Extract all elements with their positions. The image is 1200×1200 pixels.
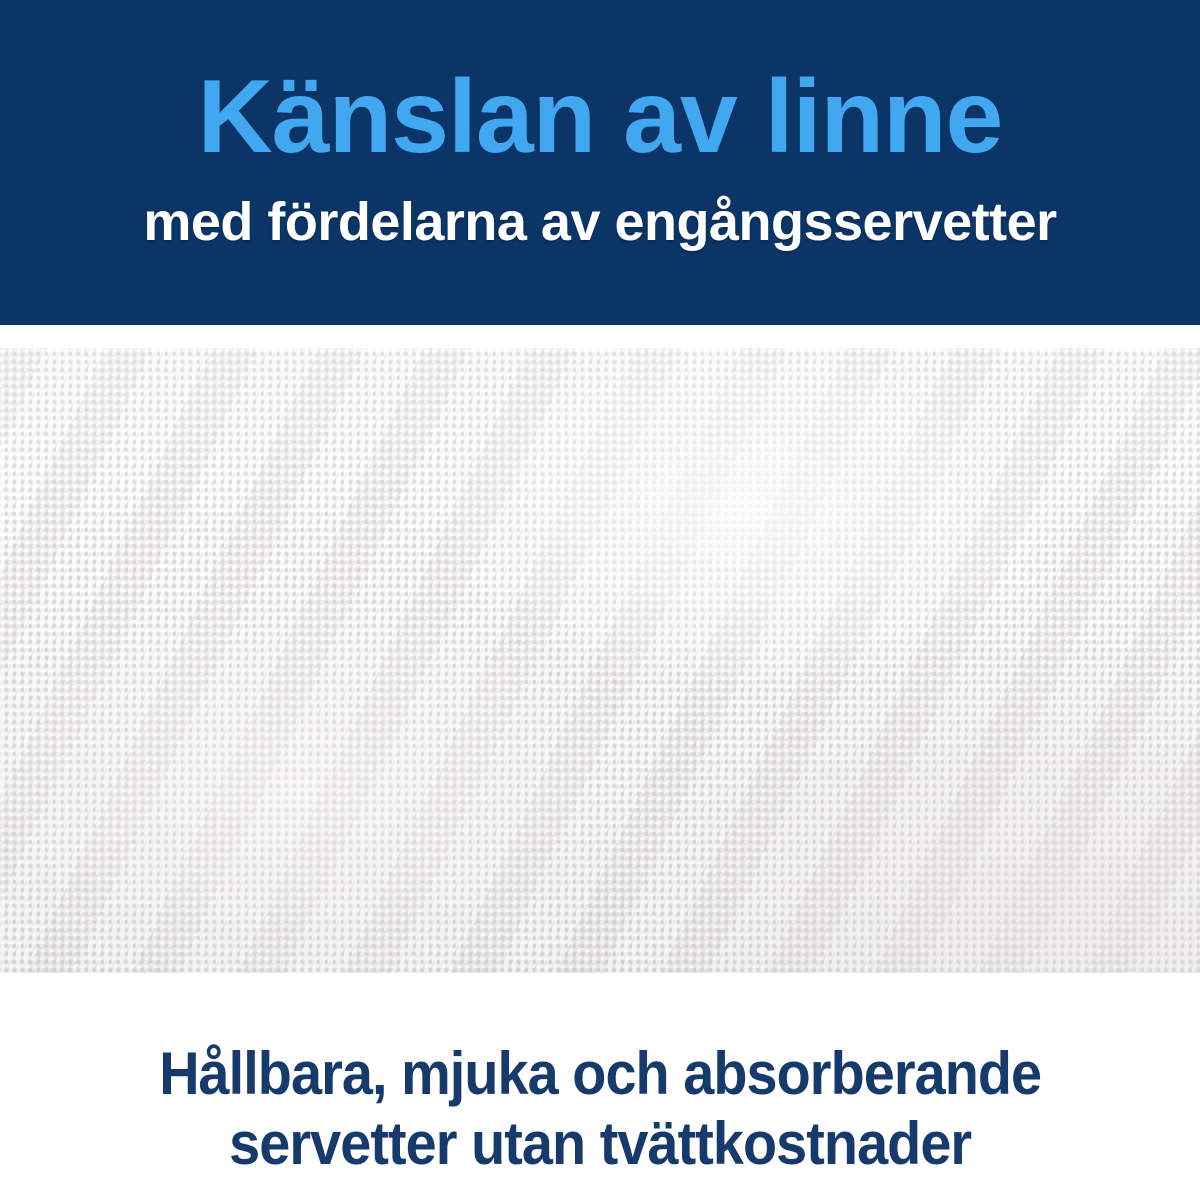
caption-line-1: Hållbara, mjuka och absorberande — [159, 1040, 1041, 1107]
footer-caption — [0, 973, 1200, 1200]
main-title: Känslan av linne — [197, 58, 1003, 175]
white-divider — [0, 325, 1200, 348]
caption-text — [159, 1039, 1041, 1178]
top-banner — [0, 0, 1200, 325]
subtitle: med fördelarna av engångsservetter — [143, 191, 1057, 252]
caption-line-2: servetter utan tvättkostnader — [228, 1109, 972, 1177]
napkin-texture-photo — [0, 348, 1200, 973]
photo-lighting-overlay — [0, 348, 1200, 973]
